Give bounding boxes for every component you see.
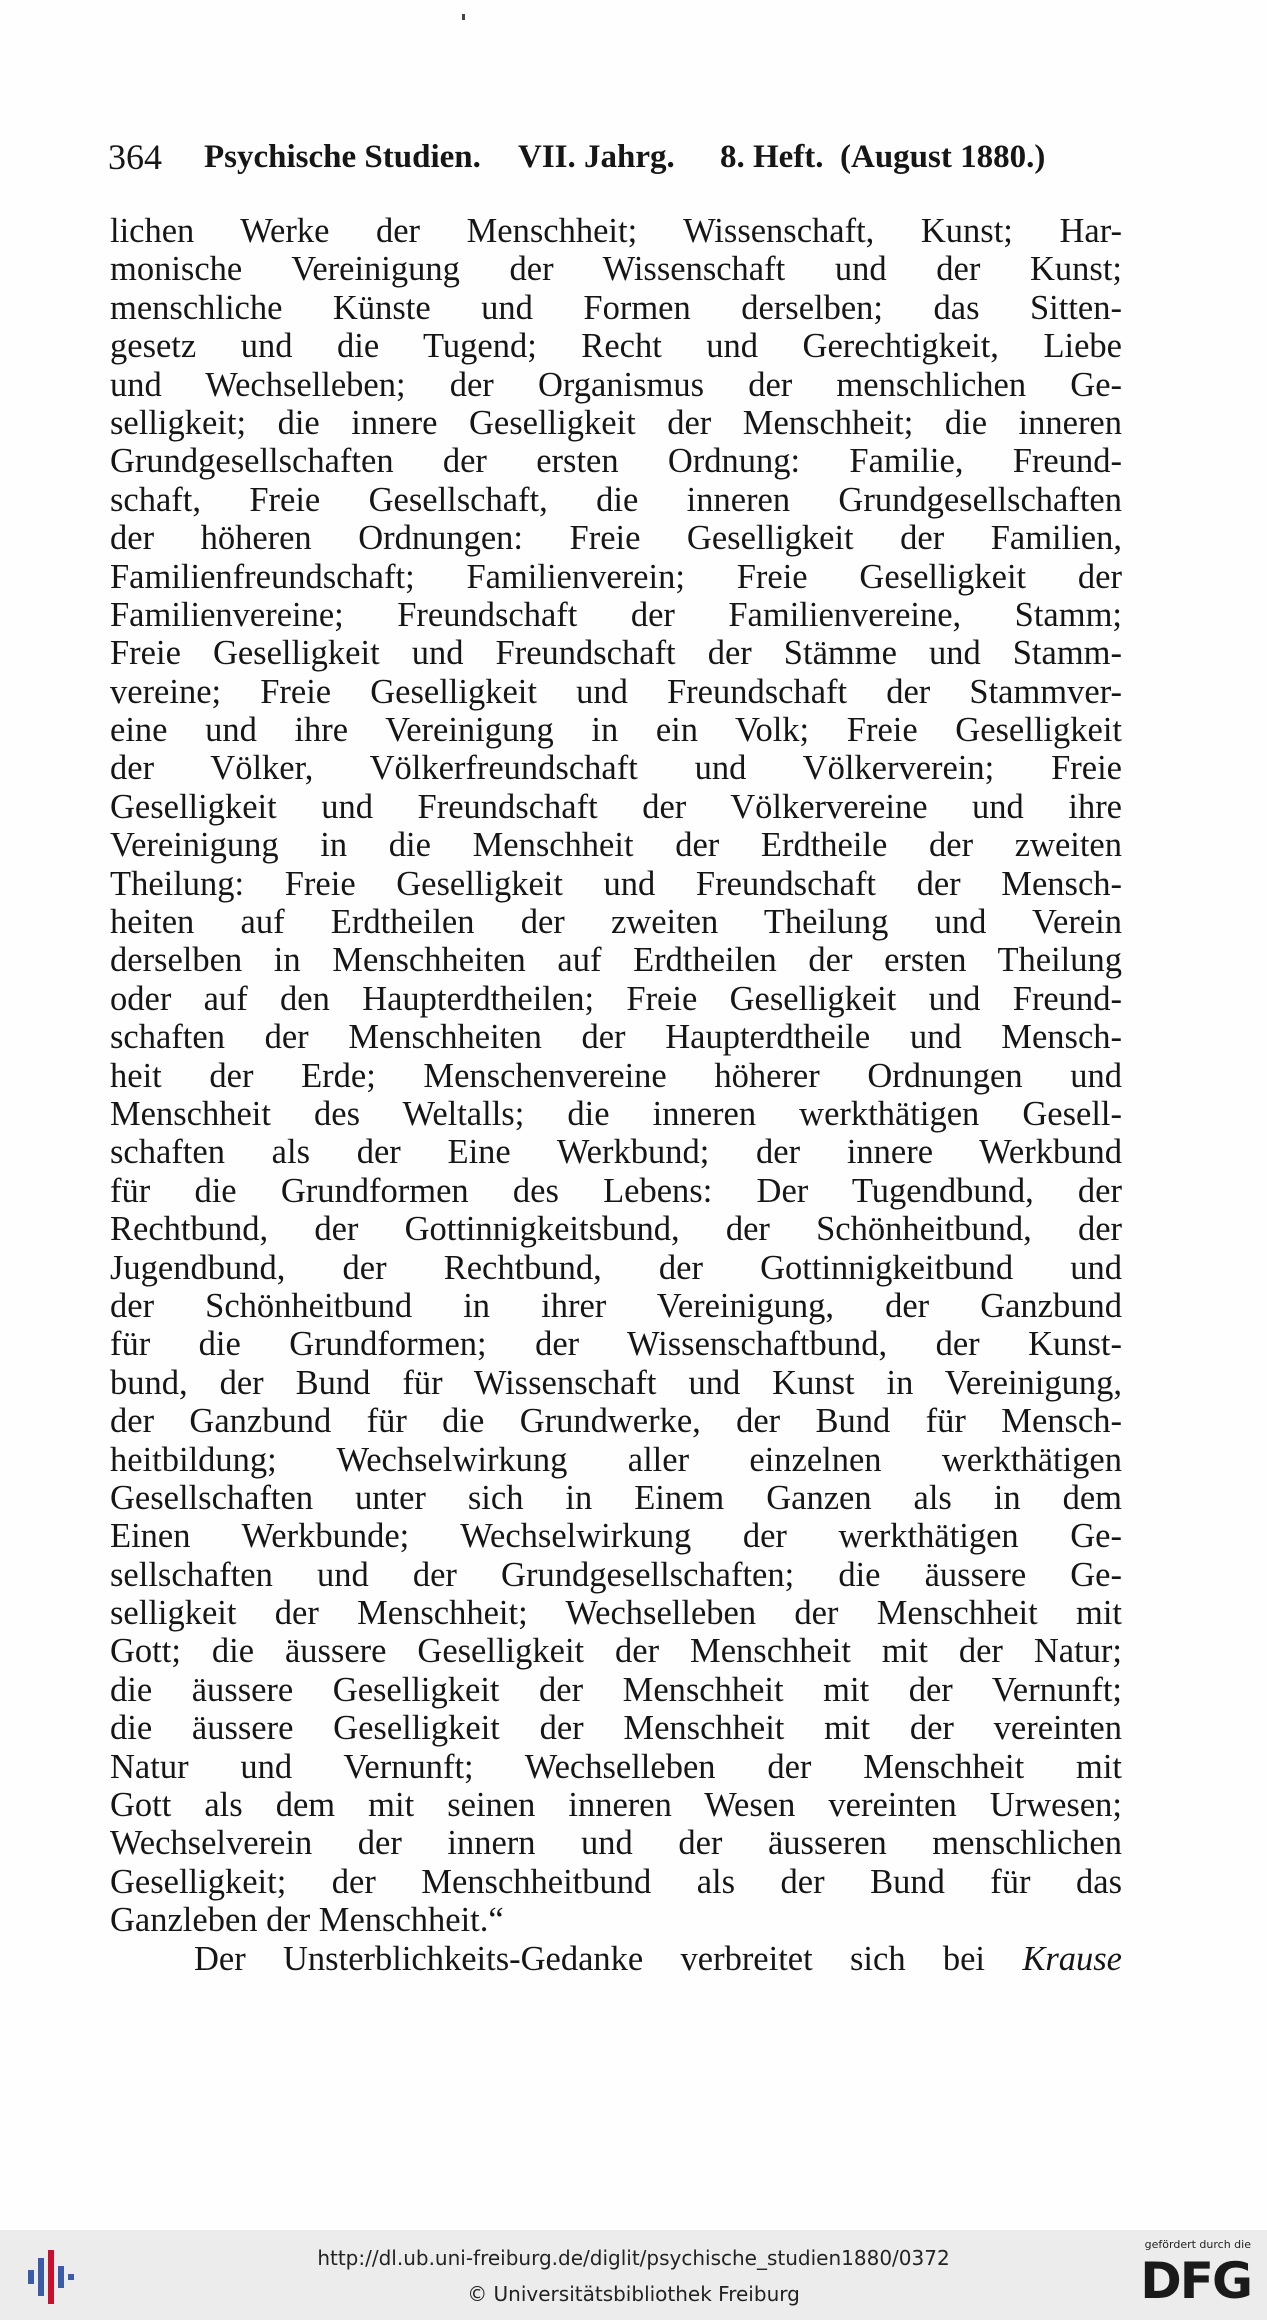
paragraph-text: Der Unsterblichkeits-Gedanke verbreitet sich bei <box>194 1939 986 1978</box>
text-line: Freie Geselligkeit und Freundschaft der Stämme und Stamm- <box>110 634 1122 673</box>
text-line: menschliche Künste und Formen derselben; das Sitten- <box>110 288 1122 327</box>
text-line: Vereinigung in die Menschheit der Erdtheile der zweiten <box>110 826 1122 865</box>
document-url[interactable]: http://dl.ub.uni-freiburg.de/diglit/psychische_studien1880/0372 <box>317 2246 950 2270</box>
text-line: gesetz und die Tugend; Recht und Gerechtigkeit, Liebe <box>110 327 1122 366</box>
text-line: der höheren Ordnungen: Freie Geselligkeit der Familien, <box>110 519 1122 558</box>
text-line: der Völker, Völkerfreundschaft und Völkerverein; Freie <box>110 749 1122 788</box>
text-line: heitbildung; Wechselwirkung aller einzelnen werkthätigen <box>110 1440 1122 1479</box>
text-line: derselben in Menschheiten auf Erdtheilen der ersten Theilung <box>110 941 1122 980</box>
running-header <box>108 132 1128 182</box>
text-line: Gott als dem mit seinen inneren Wesen vereinten Urwesen; <box>110 1786 1122 1825</box>
text-line: Familienvereine; Freundschaft der Familienvereine, Stamm; <box>110 595 1122 634</box>
text-line: Gott; die äussere Geselligkeit der Menschheit mit der Natur; <box>110 1632 1122 1671</box>
journal-title: Psychische Studien. <box>204 139 481 175</box>
text-line: Geselligkeit und Freundschaft der Völkervereine und ihre <box>110 787 1122 826</box>
text-line: schaft, Freie Gesellschaft, die inneren Grundgesellschaften <box>110 480 1122 519</box>
text-line: Jugendbund, der Rechtbund, der Gottinnigkeitbund und <box>110 1248 1122 1287</box>
text-line: selligkeit; die innere Geselligkeit der Menschheit; die inneren <box>110 403 1122 442</box>
journal-date: (August 1880.) <box>840 139 1046 175</box>
scan-mark <box>462 14 465 20</box>
dfg-logo <box>1111 2238 1251 2314</box>
text-line: monische Vereinigung der Wissenschaft und der Kunst; <box>110 250 1122 289</box>
text-line: schaften als der Eine Werkbund; der innere Werkbund <box>110 1133 1122 1172</box>
text-line: heit der Erde; Menschenvereine höherer Ordnungen und <box>110 1056 1122 1095</box>
text-line: für die Grundformen; der Wissenschaftbund, der Kunst- <box>110 1325 1122 1364</box>
text-line: Einen Werkbunde; Wechselwirkung der werkthätigen Ge- <box>110 1517 1122 1556</box>
text-line: Menschheit des Weltalls; die inneren werkthätigen Gesell- <box>110 1094 1122 1133</box>
text-line: bund, der Bund für Wissenschaft und Kunst in Vereinigung, <box>110 1363 1122 1402</box>
dfg-logo-text: DFG <box>1140 2252 1251 2310</box>
text-line: die äussere Geselligkeit der Menschheit mit der vereinten <box>110 1709 1122 1748</box>
copyright-notice: © Universitätsbibliothek Freiburg <box>467 2282 800 2306</box>
journal-year: VII. Jahrg. <box>518 139 675 175</box>
dfg-funding-text: gefördert durch die <box>1144 2238 1251 2251</box>
text-line: der Ganzbund für die Grundwerke, der Bund für Mensch- <box>110 1402 1122 1441</box>
text-line: eine und ihre Vereinigung in ein Volk; Freie Geselligkeit <box>110 711 1122 750</box>
text-line: Wechselverein der innern und der äusseren menschlichen <box>110 1824 1122 1863</box>
text-line: vereine; Freie Geselligkeit und Freundschaft der Stammver- <box>110 672 1122 711</box>
author-name-italic: Krause <box>1022 1939 1122 1978</box>
viewer-footer <box>0 2230 1267 2320</box>
body-text <box>110 212 1122 1978</box>
paragraph-start-line <box>110 1940 1122 1978</box>
text-line: selligkeit der Menschheit; Wechselleben der Menschheit mit <box>110 1594 1122 1633</box>
text-line: und Wechselleben; der Organismus der menschlichen Ge- <box>110 365 1122 404</box>
text-line: Geselligkeit; der Menschheitbund als der Bund für das <box>110 1862 1122 1901</box>
text-line: die äussere Geselligkeit der Menschheit mit der Vernunft; <box>110 1670 1122 1709</box>
text-line: Natur und Vernunft; Wechselleben der Menschheit mit <box>110 1747 1122 1786</box>
journal-issue: 8. Heft. <box>720 139 824 175</box>
text-line: lichen Werke der Menschheit; Wissenschaft, Kunst; Har- <box>110 212 1122 250</box>
text-line: für die Grundformen des Lebens: Der Tugendbund, der <box>110 1171 1122 1210</box>
page-number: 364 <box>108 137 162 177</box>
text-line: Familienfreundschaft; Familienverein; Freie Geselligkeit der <box>110 557 1122 596</box>
text-line: sellschaften und der Grundgesellschaften; die äussere Ge- <box>110 1555 1122 1594</box>
text-line: oder auf den Haupterdtheilen; Freie Geselligkeit und Freund- <box>110 979 1122 1018</box>
text-line: Rechtbund, der Gottinnigkeitsbund, der Schönheitbund, der <box>110 1210 1122 1249</box>
text-line: Theilung: Freie Geselligkeit und Freundschaft der Mensch- <box>110 864 1122 903</box>
text-line: Gesellschaften unter sich in Einem Ganzen als in dem <box>110 1478 1122 1517</box>
text-line: Ganzleben der Menschheit.“ <box>110 1901 504 1940</box>
text-line: der Schönheitbund in ihrer Vereinigung, der Ganzbund <box>110 1286 1122 1325</box>
text-line: schaften der Menschheiten der Haupterdtheile und Mensch- <box>110 1018 1122 1057</box>
text-line: Grundgesellschaften der ersten Ordnung: Familie, Freund- <box>110 442 1122 481</box>
text-line: heiten auf Erdtheilen der zweiten Theilung und Verein <box>110 903 1122 942</box>
